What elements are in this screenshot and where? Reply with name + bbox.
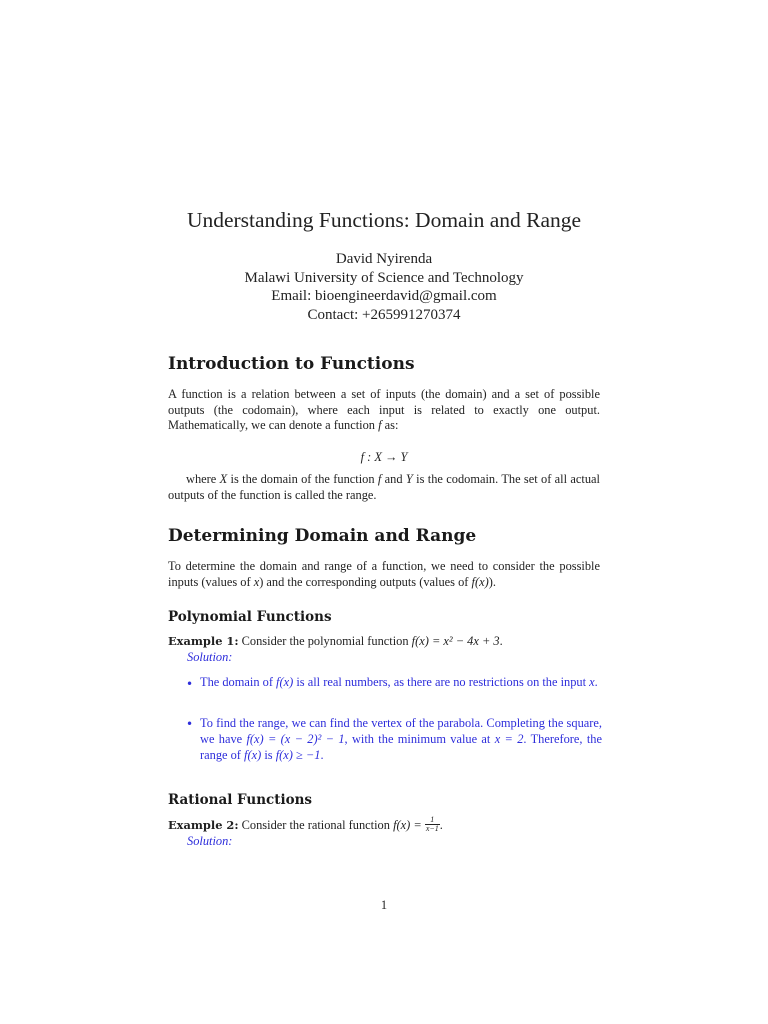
solution-label-2: Solution: bbox=[187, 834, 233, 848]
intro-paragraph-1 bbox=[168, 387, 600, 434]
math-run: f bbox=[378, 418, 382, 433]
text-run: The domain of bbox=[200, 675, 277, 689]
example-2 bbox=[168, 814, 608, 833]
bullet-item-domain bbox=[200, 675, 602, 691]
author-contact: Contact: +265991270374 bbox=[307, 306, 461, 323]
text-run: To determine the domain and range of a function, we need to consider the possible inputs (values of bbox=[168, 559, 600, 589]
math-run: f(x) bbox=[276, 675, 294, 689]
text-run: is the domain of the function bbox=[227, 472, 378, 486]
example-label: Example 1: bbox=[168, 634, 239, 648]
fraction-numerator: 1 bbox=[425, 816, 440, 825]
solution-label-1: Solution: bbox=[187, 650, 233, 664]
fraction bbox=[425, 816, 440, 833]
text-run: and bbox=[381, 472, 406, 486]
author-affiliation: Malawi University of Science and Technology bbox=[244, 269, 524, 286]
display-equation: f : X → Y bbox=[360, 450, 408, 464]
text-run: where bbox=[186, 472, 220, 486]
math-run: x bbox=[589, 675, 595, 689]
text-run: . bbox=[594, 675, 598, 689]
subsection-heading-rational: Rational Functions bbox=[168, 792, 313, 808]
text-run: ). bbox=[488, 574, 496, 589]
text-run: . Therefore, the range of bbox=[200, 731, 602, 762]
math-run: x = 2 bbox=[494, 731, 524, 746]
math-run: f(x) = (x − 2)² − 1 bbox=[246, 731, 345, 746]
math-run: f bbox=[377, 472, 382, 486]
example-1 bbox=[168, 633, 608, 649]
text-run: as: bbox=[381, 418, 399, 433]
bullet-icon: • bbox=[186, 677, 194, 691]
text-run: is bbox=[261, 747, 276, 762]
math-run: f(x) ≥ −1 bbox=[275, 747, 321, 762]
author-name: David Nyirenda bbox=[335, 251, 433, 267]
text-run: . bbox=[320, 747, 324, 762]
section-heading-intro: Introduction to Functions bbox=[168, 354, 415, 374]
fraction-denominator: x−1 bbox=[425, 823, 439, 833]
text-run: . bbox=[499, 634, 503, 648]
author-email: Email: bioengineerdavid@gmail.com bbox=[271, 288, 497, 304]
intro-paragraph-2 bbox=[168, 472, 600, 503]
math-run: Y bbox=[405, 472, 413, 486]
text-run: A function is a relation between a set of inputs (the domain) and a set of possible outputs (the codomain), where each input is related to exactly one output. Mathematically, we can denote a function bbox=[168, 387, 600, 433]
text-run: is the codomain. The set of all actual outputs of the function is called the range. bbox=[168, 472, 600, 502]
math-run: f(x) bbox=[244, 747, 262, 762]
bullet-item-range bbox=[200, 716, 602, 763]
subsection-heading-polynomial: Polynomial Functions bbox=[168, 609, 332, 625]
math-run: f(x) = x² − 4x + 3 bbox=[411, 634, 500, 648]
determining-paragraph bbox=[168, 559, 600, 590]
bullet-icon: • bbox=[186, 717, 194, 731]
document-title: Understanding Functions: Domain and Range bbox=[186, 208, 582, 232]
text-run: . bbox=[439, 818, 443, 832]
math-run: X bbox=[219, 472, 228, 486]
text-run: To find the range, we can find the vertex of the parabola. Completing the square, we have bbox=[200, 716, 602, 746]
text-run: ) and the corresponding outputs (values of bbox=[259, 574, 472, 589]
example-label: Example 2: bbox=[168, 818, 239, 832]
text-run: Consider the rational function bbox=[238, 818, 394, 832]
text-run: , with the minimum value at bbox=[344, 731, 495, 746]
page-number: 1 bbox=[380, 898, 388, 912]
math-run: x bbox=[253, 574, 260, 589]
author-block bbox=[0, 250, 768, 324]
text-run: Consider the polynomial function bbox=[238, 634, 412, 648]
math-run: f(x) = bbox=[393, 818, 425, 832]
math-run: f(x) bbox=[471, 574, 489, 589]
text-run: is all real numbers, as there are no restrictions on the input bbox=[293, 675, 590, 689]
section-heading-determining: Determining Domain and Range bbox=[168, 526, 477, 546]
